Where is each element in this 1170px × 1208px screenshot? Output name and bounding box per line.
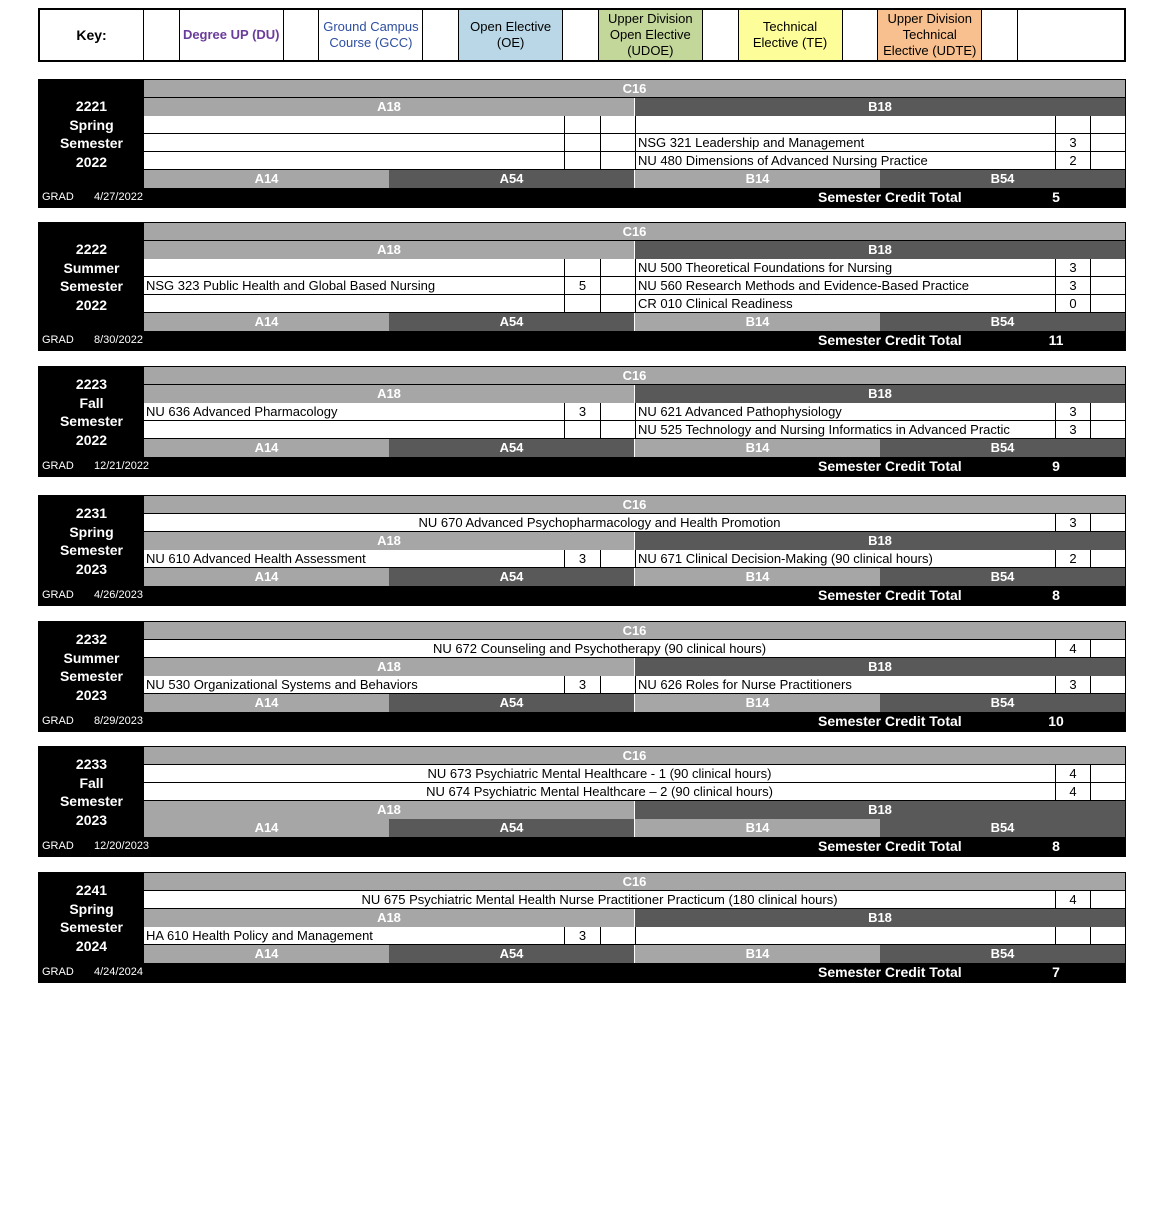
course-check-cell-right — [1090, 259, 1125, 276]
a14-header: A14 — [144, 694, 389, 712]
course-row — [144, 116, 1125, 134]
semester-term: Summer — [63, 649, 120, 666]
semester-footer — [39, 331, 1125, 350]
a18-header: A18 — [144, 98, 634, 116]
b14-header: B14 — [635, 819, 880, 837]
semester-grid — [144, 496, 1125, 586]
semester-date: 4/24/2024 — [94, 966, 143, 978]
course-credits-right — [1055, 116, 1090, 133]
course-row — [144, 403, 1125, 421]
semester-label-stack — [39, 223, 144, 331]
quarter-bar — [144, 313, 1125, 331]
b54-header: B54 — [880, 313, 1125, 331]
credit-total-label: Semester Credit Total — [818, 332, 962, 348]
course-check-cell-right — [1090, 134, 1125, 151]
credit-total-label: Semester Credit Total — [818, 587, 962, 603]
b14-header: B14 — [635, 568, 880, 586]
a54-header: A54 — [389, 945, 634, 963]
course-row — [144, 295, 1125, 313]
semester-word: Semester — [59, 919, 124, 935]
course-name-right: CR 010 Clinical Readiness — [635, 295, 1055, 312]
course-credits-right: 2 — [1055, 152, 1090, 169]
course-check-cell-left — [600, 927, 635, 944]
course-credits-right: 3 — [1055, 403, 1090, 420]
semester-date: 12/21/2022 — [94, 460, 150, 472]
grad-label: GRAD — [42, 840, 74, 852]
course-credits-right: 3 — [1055, 277, 1090, 294]
course-credits: 4 — [1055, 891, 1090, 908]
course-credits: 4 — [1055, 765, 1090, 782]
course-check-cell-right — [1090, 927, 1125, 944]
a54-header: A54 — [389, 568, 634, 586]
course-name: NU 675 Psychiatric Mental Health Nurse Practitioner Practicum (180 clinical hours) — [361, 892, 838, 907]
key-swatch-oe — [423, 10, 459, 60]
quarter-bar — [144, 439, 1125, 457]
a18-b18-bar — [144, 658, 1125, 676]
course-credits-left: 3 — [564, 676, 600, 693]
semester-term: Fall — [79, 774, 104, 791]
a14-header: A14 — [144, 945, 389, 963]
course-row — [144, 259, 1125, 277]
course-check-cell-left — [600, 152, 635, 169]
semester-footer — [39, 188, 1125, 207]
course-name-right: NU 500 Theoretical Foundations for Nursing — [635, 259, 1055, 276]
a14-header: A14 — [144, 819, 389, 837]
course-name: NU 672 Counseling and Psychotherapy (90 clinical hours) — [432, 641, 767, 656]
grad-label: GRAD — [42, 966, 74, 978]
credit-total-value: 11 — [1048, 332, 1064, 348]
semester-code: 2222 — [75, 241, 108, 257]
course-credits-right: 3 — [1055, 134, 1090, 151]
a18-b18-bar — [144, 241, 1125, 259]
a54-header: A54 — [389, 439, 634, 457]
grad-label: GRAD — [42, 460, 74, 472]
b18-header: B18 — [635, 385, 1125, 403]
c16-bar: C16 — [144, 496, 1125, 514]
semester-date: 4/27/2022 — [94, 191, 143, 203]
semester-code: 2232 — [75, 631, 108, 647]
semester-label-stack — [39, 747, 144, 837]
c16-bar: C16 — [144, 80, 1125, 98]
key-swatch-udte — [843, 10, 879, 60]
course-credits-right: 3 — [1055, 421, 1090, 438]
course-credits-left: 3 — [564, 927, 600, 944]
semester-year: 2022 — [75, 296, 108, 313]
credit-total-value: 8 — [1052, 838, 1060, 854]
semester-year: 2022 — [75, 431, 108, 448]
b14-header: B14 — [635, 945, 880, 963]
course-check-cell-left — [600, 295, 635, 312]
semester-year: 2024 — [75, 937, 108, 954]
a18-header: A18 — [144, 801, 634, 819]
semester-date: 4/26/2023 — [94, 589, 143, 601]
course-credits-left: 3 — [564, 403, 600, 420]
credit-total-value: 10 — [1048, 713, 1064, 729]
key-open-elective: Open Elective (OE) — [459, 10, 563, 60]
b18-header: B18 — [635, 532, 1125, 550]
course-credits-left — [564, 421, 600, 438]
key-upper-division-technical-elective: Upper Division Technical Elective (UDTE) — [878, 10, 982, 60]
c16-bar: C16 — [144, 223, 1125, 241]
quarter-bar — [144, 568, 1125, 586]
semester-year: 2023 — [75, 811, 108, 828]
semester-code: 2241 — [75, 882, 108, 898]
course-credits-left — [564, 259, 600, 276]
key-degree-up: Degree UP (DU) — [180, 10, 284, 60]
course-name-right: NU 671 Clinical Decision-Making (90 clinical hours) — [635, 550, 1055, 567]
credit-total-label: Semester Credit Total — [818, 713, 962, 729]
semester-word: Semester — [59, 542, 124, 558]
course-credits-left — [564, 116, 600, 133]
course-row-full — [144, 783, 1125, 801]
semester-date: 12/20/2023 — [94, 840, 150, 852]
course-check-cell-right — [1090, 550, 1125, 567]
course-name-left: NSG 323 Public Health and Global Based Nursing — [146, 278, 436, 293]
course-name-right: NU 560 Research Methods and Evidence-Based Practice — [635, 277, 1055, 294]
a18-header: A18 — [144, 532, 634, 550]
course-name: NU 674 Psychiatric Mental Healthcare – 2 (90 clinical hours) — [426, 784, 773, 799]
semester-label-stack — [39, 80, 144, 188]
course-name-left — [144, 134, 564, 151]
course-credits-left — [564, 295, 600, 312]
semester-term: Fall — [79, 394, 104, 411]
course-check-cell-left — [600, 116, 635, 133]
a18-header: A18 — [144, 241, 634, 259]
b18-header: B18 — [635, 801, 1125, 819]
semester-block — [38, 621, 1126, 732]
key-blank-cell — [1018, 10, 1124, 60]
b14-header: B14 — [635, 439, 880, 457]
semester-year: 2022 — [75, 153, 108, 170]
grad-label: GRAD — [42, 715, 74, 727]
course-name-right: NU 525 Technology and Nursing Informatics in Advanced Practic — [635, 421, 1055, 438]
semester-label — [39, 223, 144, 331]
course-credits-left: 5 — [564, 277, 600, 294]
semester-year: 2023 — [75, 560, 108, 577]
course-credits-right: 2 — [1055, 550, 1090, 567]
grad-label: GRAD — [42, 589, 74, 601]
b54-header: B54 — [880, 694, 1125, 712]
course-name-left — [144, 116, 564, 133]
a18-b18-bar — [144, 385, 1125, 403]
credit-total-label: Semester Credit Total — [818, 189, 962, 205]
quarter-bar — [144, 945, 1125, 963]
course-row — [144, 550, 1125, 568]
semester-term: Spring — [69, 116, 114, 133]
course-check-cell-left — [600, 550, 635, 567]
course-check-cell — [1090, 891, 1125, 908]
course-check-cell-right — [1090, 403, 1125, 420]
semester-term: Spring — [69, 523, 114, 540]
quarter-bar — [144, 170, 1125, 188]
course-row — [144, 927, 1125, 945]
b54-header: B54 — [880, 568, 1125, 586]
course-row — [144, 134, 1125, 152]
course-credits: 4 — [1055, 640, 1090, 657]
course-name-right — [635, 927, 1055, 944]
semester-word: Semester — [59, 793, 124, 809]
quarter-bar — [144, 694, 1125, 712]
semester-term: Spring — [69, 900, 114, 917]
course-name-left — [144, 295, 564, 312]
key-swatch-gcc — [284, 10, 320, 60]
a18-header: A18 — [144, 658, 634, 676]
b14-header: B14 — [635, 170, 880, 188]
key-title: Key: — [40, 10, 144, 60]
a54-header: A54 — [389, 819, 634, 837]
b14-header: B14 — [635, 694, 880, 712]
course-check-cell-right — [1090, 277, 1125, 294]
key-swatch-du — [144, 10, 180, 60]
course-check-cell — [1090, 783, 1125, 800]
semester-footer — [39, 837, 1125, 856]
credit-total-label: Semester Credit Total — [818, 838, 962, 854]
semester-term: Summer — [63, 259, 120, 276]
course-check-cell-right — [1090, 116, 1125, 133]
a54-header: A54 — [389, 694, 634, 712]
semester-block — [38, 746, 1126, 857]
course-check-cell — [1090, 640, 1125, 657]
course-check-cell-left — [600, 134, 635, 151]
course-check-cell-right — [1090, 152, 1125, 169]
key-upper-division-open-elective: Upper Division Open Elective (UDOE) — [599, 10, 703, 60]
course-credits-left — [564, 134, 600, 151]
semester-label — [39, 80, 144, 188]
course-check-cell — [1090, 765, 1125, 782]
semester-word: Semester — [59, 413, 124, 429]
course-credits: 4 — [1055, 783, 1090, 800]
course-check-cell-left — [600, 676, 635, 693]
semester-label — [39, 622, 144, 712]
b54-header: B54 — [880, 819, 1125, 837]
a18-header: A18 — [144, 909, 634, 927]
credit-total-label: Semester Credit Total — [818, 458, 962, 474]
key-technical-elective: Technical Elective (TE) — [739, 10, 843, 60]
semester-grid — [144, 622, 1125, 712]
semester-block — [38, 222, 1126, 351]
a14-header: A14 — [144, 439, 389, 457]
a14-header: A14 — [144, 313, 389, 331]
semester-label — [39, 747, 144, 837]
course-row-full — [144, 765, 1125, 783]
course-check-cell-right — [1090, 295, 1125, 312]
course-check-cell-right — [1090, 421, 1125, 438]
course-check-cell-left — [600, 277, 635, 294]
grad-label: GRAD — [42, 191, 74, 203]
key-swatch-te — [703, 10, 739, 60]
semester-date: 8/29/2023 — [94, 715, 143, 727]
a14-header: A14 — [144, 170, 389, 188]
credit-total-label: Semester Credit Total — [818, 964, 962, 980]
course-name-left: HA 610 Health Policy and Management — [146, 928, 373, 943]
course-check-cell-left — [600, 403, 635, 420]
b18-header: B18 — [635, 241, 1125, 259]
semester-label — [39, 496, 144, 586]
b18-header: B18 — [635, 909, 1125, 927]
course-credits-right: 3 — [1055, 259, 1090, 276]
c16-bar: C16 — [144, 622, 1125, 640]
course-name-right: NSG 321 Leadership and Management — [635, 134, 1055, 151]
a54-header: A54 — [389, 170, 634, 188]
semester-grid — [144, 223, 1125, 331]
course-check-cell-right — [1090, 676, 1125, 693]
semester-footer — [39, 457, 1125, 476]
c16-bar: C16 — [144, 367, 1125, 385]
semester-date: 8/30/2022 — [94, 334, 143, 346]
semester-label-stack — [39, 622, 144, 712]
c16-bar: C16 — [144, 873, 1125, 891]
course-row-full — [144, 640, 1125, 658]
a54-header: A54 — [389, 313, 634, 331]
semester-word: Semester — [59, 668, 124, 684]
semester-block — [38, 872, 1126, 983]
b54-header: B54 — [880, 945, 1125, 963]
course-row — [144, 152, 1125, 170]
course-credits: 3 — [1055, 514, 1090, 531]
course-name: NU 673 Psychiatric Mental Healthcare - 1 (90 clinical hours) — [427, 766, 772, 781]
course-credits-right — [1055, 927, 1090, 944]
semester-word: Semester — [59, 278, 124, 294]
semester-block — [38, 366, 1126, 477]
course-name-left — [144, 259, 564, 276]
key-swatch-udoe — [563, 10, 599, 60]
b18-header: B18 — [635, 658, 1125, 676]
a18-b18-bar — [144, 98, 1125, 116]
course-name-left — [144, 152, 564, 169]
a18-b18-bar — [144, 909, 1125, 927]
semester-year: 2023 — [75, 686, 108, 703]
course-credits-left: 3 — [564, 550, 600, 567]
course-check-cell-left — [600, 259, 635, 276]
b14-header: B14 — [635, 313, 880, 331]
course-name-right — [635, 116, 1055, 133]
a14-header: A14 — [144, 568, 389, 586]
semester-label — [39, 367, 144, 457]
semester-code: 2231 — [75, 505, 108, 521]
semester-code: 2233 — [75, 756, 108, 772]
semester-footer — [39, 712, 1125, 731]
credit-total-value: 5 — [1052, 189, 1060, 205]
credit-total-value: 7 — [1052, 964, 1060, 980]
course-credits-right: 0 — [1055, 295, 1090, 312]
course-name-right: NU 621 Advanced Pathophysiology — [635, 403, 1055, 420]
semester-grid — [144, 80, 1125, 188]
semester-label-stack — [39, 873, 144, 963]
course-name: NU 670 Advanced Psychopharmacology and Health Promotion — [418, 515, 781, 530]
quarter-bar — [144, 819, 1125, 837]
course-row — [144, 676, 1125, 694]
semester-block — [38, 495, 1126, 606]
b18-header: B18 — [635, 98, 1125, 116]
course-row-full — [144, 514, 1125, 532]
course-check-cell — [1090, 514, 1125, 531]
b54-header: B54 — [880, 170, 1125, 188]
semester-grid — [144, 747, 1125, 837]
course-row — [144, 421, 1125, 439]
semester-code: 2221 — [75, 98, 108, 114]
semester-label-stack — [39, 367, 144, 457]
credit-total-value: 8 — [1052, 587, 1060, 603]
key-legend — [38, 8, 1126, 62]
semester-word: Semester — [59, 135, 124, 151]
semester-grid — [144, 873, 1125, 963]
b54-header: B54 — [880, 439, 1125, 457]
course-name-left: NU 530 Organizational Systems and Behaviors — [146, 677, 418, 692]
course-name-left: NU 610 Advanced Health Assessment — [146, 551, 366, 566]
course-credits-left — [564, 152, 600, 169]
c16-bar: C16 — [144, 747, 1125, 765]
a18-b18-bar — [144, 801, 1125, 819]
credit-total-value: 9 — [1052, 458, 1060, 474]
course-credits-right: 3 — [1055, 676, 1090, 693]
semester-footer — [39, 586, 1125, 605]
key-ground-campus: Ground Campus Course (GCC) — [319, 10, 423, 60]
course-row — [144, 277, 1125, 295]
course-name-left — [144, 421, 564, 438]
course-row-full — [144, 891, 1125, 909]
course-check-cell-left — [600, 421, 635, 438]
semester-footer — [39, 963, 1125, 982]
course-name-right: NU 626 Roles for Nurse Practitioners — [635, 676, 1055, 693]
semester-block — [38, 79, 1126, 208]
semester-grid — [144, 367, 1125, 457]
a18-header: A18 — [144, 385, 634, 403]
a18-b18-bar — [144, 532, 1125, 550]
semester-code: 2223 — [75, 376, 108, 392]
semester-label — [39, 873, 144, 963]
course-name-right: NU 480 Dimensions of Advanced Nursing Practice — [635, 152, 1055, 169]
course-name-left: NU 636 Advanced Pharmacology — [146, 404, 338, 419]
grad-label: GRAD — [42, 334, 74, 346]
key-swatch-extra — [982, 10, 1018, 60]
semester-label-stack — [39, 496, 144, 586]
